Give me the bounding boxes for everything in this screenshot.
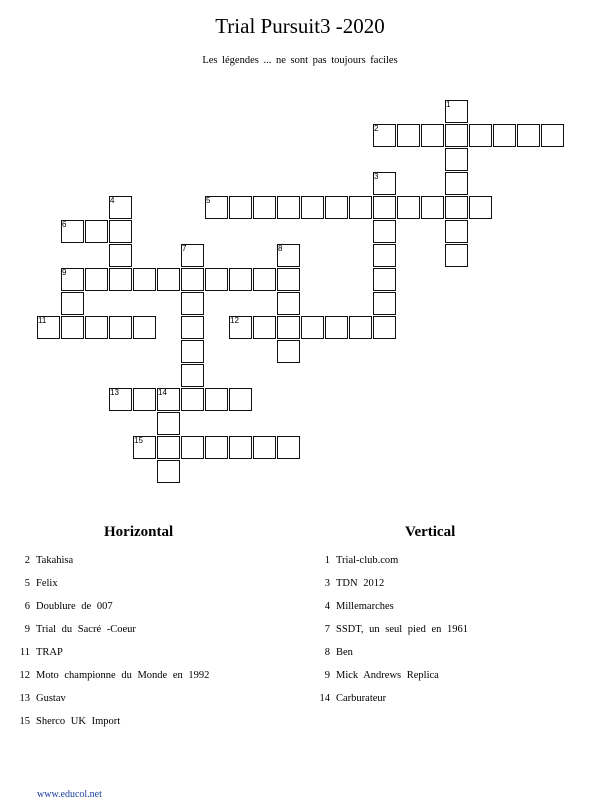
grid-cell[interactable] bbox=[157, 412, 180, 435]
grid-cell[interactable] bbox=[229, 268, 252, 291]
grid-cell[interactable] bbox=[109, 244, 132, 267]
grid-cell[interactable] bbox=[445, 196, 468, 219]
grid-cell[interactable] bbox=[301, 316, 324, 339]
grid-cell[interactable] bbox=[349, 316, 372, 339]
clue-number: 8 bbox=[324, 647, 330, 658]
clue-number: 6 bbox=[24, 601, 30, 612]
grid-cell[interactable] bbox=[157, 436, 180, 459]
grid-cell[interactable] bbox=[541, 124, 564, 147]
grid-cell[interactable] bbox=[205, 436, 228, 459]
grid-cell[interactable] bbox=[109, 316, 132, 339]
clue-text: Carburateur bbox=[336, 693, 387, 704]
grid-cell[interactable] bbox=[373, 316, 396, 339]
grid-cell[interactable] bbox=[253, 316, 276, 339]
grid-cell[interactable] bbox=[229, 388, 252, 411]
grid-cell[interactable] bbox=[85, 220, 108, 243]
clue-text: Trial-club.com bbox=[336, 555, 399, 566]
grid-cell[interactable] bbox=[325, 196, 348, 219]
clue-number: 7 bbox=[324, 624, 330, 635]
clue-text: TRAP bbox=[36, 647, 63, 658]
grid-cell[interactable] bbox=[181, 340, 204, 363]
grid-cell[interactable] bbox=[157, 268, 180, 291]
grid-cell[interactable] bbox=[373, 292, 396, 315]
grid-cell[interactable] bbox=[205, 388, 228, 411]
clue-text: Moto championne du Monde en 1992 bbox=[36, 670, 210, 681]
clue-text: Trial du Sacré -Coeur bbox=[36, 624, 136, 635]
grid-cell[interactable] bbox=[397, 124, 420, 147]
cell-number: 12 bbox=[230, 316, 239, 325]
clue-text: Felix bbox=[36, 578, 58, 589]
grid-cell[interactable] bbox=[445, 148, 468, 171]
grid-cell[interactable] bbox=[277, 340, 300, 363]
clue-text: Mick Andrews Replica bbox=[336, 670, 439, 681]
clue-number: 11 bbox=[19, 647, 30, 658]
grid-cell[interactable] bbox=[205, 268, 228, 291]
clue-number: 2 bbox=[24, 555, 30, 566]
grid-cell[interactable] bbox=[469, 196, 492, 219]
grid-cell[interactable] bbox=[85, 268, 108, 291]
grid-cell[interactable] bbox=[85, 316, 108, 339]
grid-cell[interactable] bbox=[469, 124, 492, 147]
cell-number: 14 bbox=[158, 388, 167, 397]
grid-cell[interactable] bbox=[349, 196, 372, 219]
clue-number: 14 bbox=[319, 693, 330, 704]
clue-text: Takahisa bbox=[36, 555, 74, 566]
grid-cell[interactable] bbox=[181, 316, 204, 339]
grid-cell[interactable] bbox=[181, 364, 204, 387]
grid-cell[interactable] bbox=[181, 268, 204, 291]
footer-url[interactable]: www.educol.net bbox=[37, 789, 102, 800]
grid-cell[interactable] bbox=[277, 316, 300, 339]
grid-cell[interactable] bbox=[493, 124, 516, 147]
grid-cell[interactable] bbox=[133, 316, 156, 339]
cell-number: 7 bbox=[182, 244, 187, 253]
grid-cell[interactable] bbox=[421, 196, 444, 219]
grid-cell[interactable] bbox=[109, 220, 132, 243]
clue-number: 9 bbox=[24, 624, 30, 635]
grid-cell[interactable] bbox=[181, 436, 204, 459]
clue-number: 15 bbox=[19, 716, 30, 727]
grid-cell[interactable] bbox=[181, 292, 204, 315]
grid-cell[interactable] bbox=[109, 268, 132, 291]
clue-text: Gustav bbox=[36, 693, 66, 704]
grid-cell[interactable] bbox=[133, 268, 156, 291]
grid-cell[interactable] bbox=[445, 244, 468, 267]
grid-cell[interactable] bbox=[133, 388, 156, 411]
grid-cell[interactable] bbox=[229, 196, 252, 219]
cell-number: 5 bbox=[206, 196, 211, 205]
horizontal-heading: Horizontal bbox=[104, 524, 174, 540]
grid-cell[interactable] bbox=[253, 196, 276, 219]
grid-cell[interactable] bbox=[397, 196, 420, 219]
clue-number: 9 bbox=[324, 670, 330, 681]
cell-number: 15 bbox=[134, 436, 143, 445]
puzzle-title: Trial Pursuit3 -2020 bbox=[215, 14, 385, 38]
grid-cell[interactable] bbox=[373, 268, 396, 291]
grid-cell[interactable] bbox=[61, 316, 84, 339]
grid-cell[interactable] bbox=[277, 196, 300, 219]
grid-cell[interactable] bbox=[253, 268, 276, 291]
grid-cell[interactable] bbox=[277, 268, 300, 291]
cell-number: 8 bbox=[278, 244, 283, 253]
cell-number: 13 bbox=[110, 388, 119, 397]
grid-cell[interactable] bbox=[61, 292, 84, 315]
grid-cell[interactable] bbox=[277, 292, 300, 315]
clue-number: 3 bbox=[324, 578, 330, 589]
clue-text: Millemarches bbox=[336, 601, 394, 612]
grid-cell[interactable] bbox=[325, 316, 348, 339]
clue-number: 4 bbox=[324, 601, 330, 612]
grid-cell[interactable] bbox=[229, 436, 252, 459]
grid-cell[interactable] bbox=[157, 460, 180, 483]
clue-number: 12 bbox=[19, 670, 30, 681]
grid-cell[interactable] bbox=[253, 436, 276, 459]
grid-cell[interactable] bbox=[517, 124, 540, 147]
grid-cell[interactable] bbox=[181, 388, 204, 411]
grid-cell[interactable] bbox=[445, 124, 468, 147]
grid-cell[interactable] bbox=[373, 196, 396, 219]
grid-cell[interactable] bbox=[301, 196, 324, 219]
cell-number: 9 bbox=[62, 268, 67, 277]
cell-number: 6 bbox=[62, 220, 67, 229]
grid-cell[interactable] bbox=[421, 124, 444, 147]
grid-cell[interactable] bbox=[445, 172, 468, 195]
puzzle-subtitle: Les légendes ... ne sont pas toujours faciles bbox=[202, 55, 398, 66]
cell-number: 11 bbox=[38, 316, 47, 325]
clue-number: 13 bbox=[19, 693, 30, 704]
grid-cell[interactable] bbox=[277, 436, 300, 459]
grid-cell[interactable] bbox=[445, 220, 468, 243]
clue-text: Doublure de 007 bbox=[36, 601, 113, 612]
vertical-heading: Vertical bbox=[405, 524, 456, 540]
clue-number: 5 bbox=[24, 578, 30, 589]
clue-text: TDN 2012 bbox=[336, 578, 385, 589]
clue-number: 1 bbox=[324, 555, 330, 566]
cell-number: 4 bbox=[110, 196, 115, 205]
grid-cell[interactable] bbox=[373, 220, 396, 243]
grid-cell[interactable] bbox=[373, 244, 396, 267]
cell-number: 3 bbox=[374, 172, 379, 181]
cell-number: 2 bbox=[374, 124, 379, 133]
clue-text: SSDT, un seul pied en 1961 bbox=[336, 624, 469, 635]
cell-number: 1 bbox=[446, 100, 451, 109]
clue-text: Ben bbox=[336, 647, 353, 658]
clue-text: Sherco UK Import bbox=[36, 716, 121, 727]
